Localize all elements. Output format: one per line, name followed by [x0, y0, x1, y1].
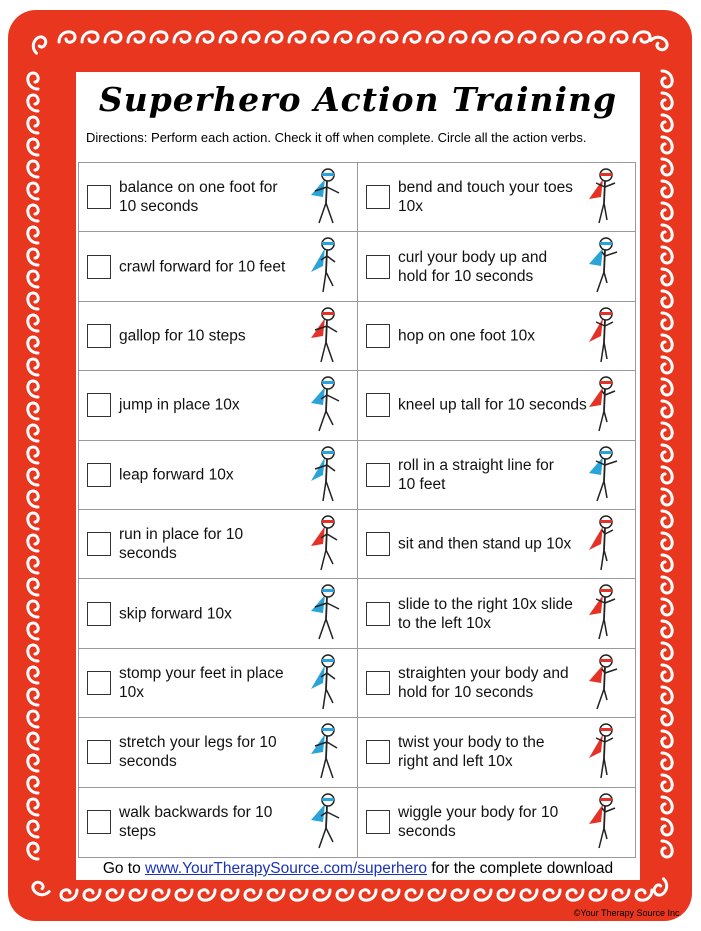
- action-item: [79, 579, 358, 648]
- action-label: slide to the right 10x slide to the left 10x: [398, 595, 573, 632]
- action-item: [358, 788, 635, 857]
- action-item: [79, 788, 358, 857]
- action-label: bend and touch your toes 10x: [398, 179, 573, 216]
- action-label: run in place for 10 seconds: [119, 526, 244, 563]
- superhero-run-icon: [301, 514, 351, 574]
- action-item: [79, 371, 358, 440]
- action-checkbox[interactable]: [87, 602, 111, 626]
- superhero-crawl-icon: [301, 236, 351, 296]
- action-checkbox[interactable]: [87, 185, 111, 209]
- action-checkbox[interactable]: [87, 463, 111, 487]
- action-item: [79, 163, 358, 232]
- action-label: sit and then stand up 10x: [398, 535, 572, 553]
- action-checkbox[interactable]: [366, 185, 390, 209]
- action-checkbox[interactable]: [366, 463, 390, 487]
- superhero-wiggle-icon: [579, 792, 629, 852]
- action-label: walk backwards for 10 steps: [119, 804, 273, 841]
- action-item: [358, 510, 635, 579]
- action-checkbox[interactable]: [366, 393, 390, 417]
- action-checkbox[interactable]: [87, 810, 111, 834]
- superhero-roll-icon: [579, 445, 629, 505]
- superhero-curl-icon: [579, 236, 629, 296]
- action-item: [358, 649, 635, 718]
- action-label: leap forward 10x: [119, 466, 234, 484]
- superhero-balance-icon: [301, 167, 351, 227]
- superhero-stomp-icon: [301, 653, 351, 713]
- action-checkbox[interactable]: [87, 393, 111, 417]
- action-item: [358, 302, 635, 371]
- action-item: [79, 649, 358, 718]
- action-checkbox[interactable]: [366, 810, 390, 834]
- download-link[interactable]: www.YourTherapySource.com/superhero: [145, 860, 428, 877]
- action-label: stretch your legs for 10 seconds: [119, 734, 277, 771]
- action-item: [79, 441, 358, 510]
- action-item: [358, 232, 635, 301]
- action-label: hop on one foot 10x: [398, 327, 536, 345]
- action-checkbox[interactable]: [87, 740, 111, 764]
- superhero-sit-icon: [579, 514, 629, 574]
- superhero-twist-icon: [579, 722, 629, 782]
- superhero-walk-icon: [301, 792, 351, 852]
- action-checkbox[interactable]: [87, 255, 111, 279]
- action-label: kneel up tall for 10 seconds: [398, 396, 587, 414]
- action-label: jump in place 10x: [119, 396, 240, 414]
- action-item: [358, 163, 635, 232]
- action-checkbox[interactable]: [366, 602, 390, 626]
- action-checkbox[interactable]: [366, 740, 390, 764]
- action-checkbox[interactable]: [87, 532, 111, 556]
- action-checkbox[interactable]: [366, 671, 390, 695]
- action-label: balance on one foot for 10 seconds: [119, 179, 278, 216]
- action-item: [79, 718, 358, 787]
- action-label: wiggle your body for 10 seconds: [398, 804, 559, 841]
- action-item: [79, 302, 358, 371]
- action-item: [79, 510, 358, 579]
- superhero-straighten-icon: [579, 653, 629, 713]
- action-item: [79, 232, 358, 301]
- superhero-bend-icon: [579, 167, 629, 227]
- action-checkbox[interactable]: [366, 532, 390, 556]
- action-checkbox[interactable]: [87, 671, 111, 695]
- page-title: Superhero Action Training: [98, 80, 618, 119]
- superhero-kneel-icon: [579, 375, 629, 435]
- action-label: gallop for 10 steps: [119, 327, 246, 345]
- superhero-stretch-icon: [301, 722, 351, 782]
- action-checklist: [78, 162, 636, 858]
- action-item: [358, 371, 635, 440]
- action-checkbox[interactable]: [87, 324, 111, 348]
- action-label: stomp your feet in place 10x: [119, 664, 284, 701]
- directions-text: Directions: Perform each action. Check it off when complete. Circle all the action verbs.: [86, 130, 587, 145]
- copyright: ©Your Therapy Source Inc.: [573, 908, 682, 918]
- decorative-border: [8, 10, 692, 921]
- action-item: [358, 579, 635, 648]
- superhero-gallop-icon: [301, 306, 351, 366]
- superhero-leap-icon: [301, 445, 351, 505]
- footer: [76, 860, 640, 878]
- superhero-jump-icon: [301, 375, 351, 435]
- superhero-hop-icon: [579, 306, 629, 366]
- superhero-skip-icon: [301, 583, 351, 643]
- action-label: straighten your body and hold for 10 seconds: [398, 664, 569, 701]
- action-checkbox[interactable]: [366, 324, 390, 348]
- action-label: curl your body up and hold for 10 seconds: [398, 248, 548, 285]
- action-label: roll in a straight line for 10 feet: [398, 456, 554, 493]
- action-checkbox[interactable]: [366, 255, 390, 279]
- action-item: [358, 441, 635, 510]
- action-label: skip forward 10x: [119, 605, 232, 623]
- action-item: [358, 718, 635, 787]
- action-label: twist your body to the right and left 10x: [398, 734, 545, 771]
- action-label: crawl forward for 10 feet: [119, 258, 286, 276]
- superhero-slide-icon: [579, 583, 629, 643]
- footer-suffix: for the complete download: [427, 860, 614, 877]
- worksheet: [76, 72, 640, 880]
- footer-prefix: Go to: [102, 860, 146, 877]
